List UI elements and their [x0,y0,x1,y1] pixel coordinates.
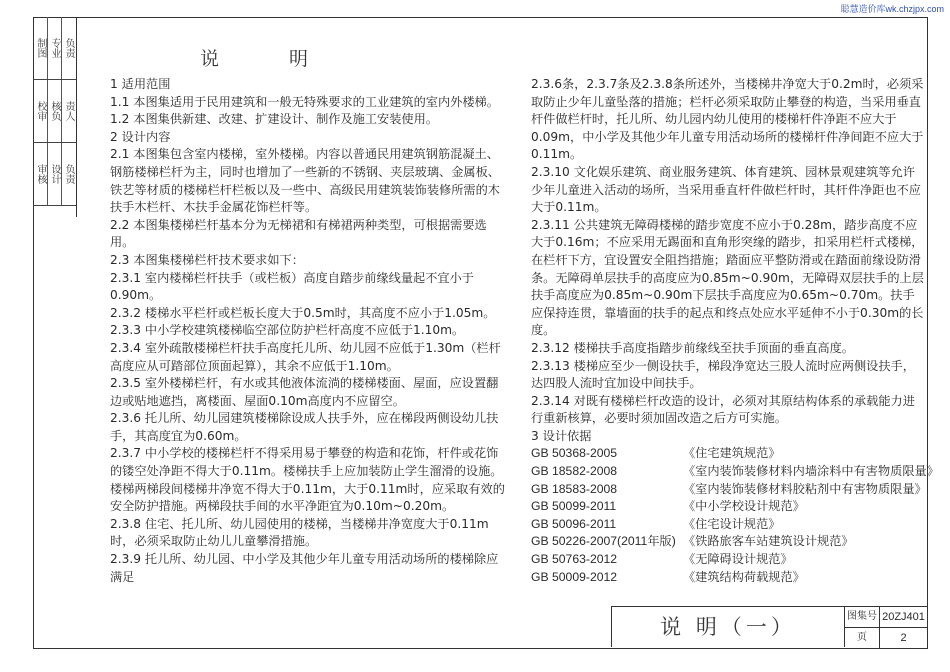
atlas-number: 20ZJ401 [882,611,925,623]
page-label: 页 [845,628,880,648]
clause-paragraph: 2.3.2 楼梯水平栏杆或栏板长度大于0.5m时，其高度不应小于1.05m。 [110,305,496,320]
strip-cell: 设计 [49,164,60,184]
strip-cell: 核负 [49,101,60,121]
clause-paragraph: 2.1 本图集包含室内楼梯，室外楼梯。内容以普通民用建筑钢筋混凝土、钢筋楼梯栏杆为主，同时也增加了一些新的不锈钢、夹层玻璃、金属板、铁艺等材质的楼梯栏杆栏板以及一些中、高级民用建筑装饰装修所需的木扶手木栏杆、木扶手金属花饰栏杆等。 [110,147,500,215]
clause-paragraph: 2.3.5 室外楼梯栏杆，有水或其他液体流淌的楼梯楼面、屋面，应设置翻边或贴地遮挡，离楼面、屋面0.10m高度内不应留空。 [110,376,499,408]
clause-paragraph: 2.3.6条，2.3.7条及2.3.8条所述外，当楼梯井净宽大于0.2m时，必须采取防止少年儿童坠落的措施；栏杆必须采取防止攀登的构造，当采用垂直杆件做栏杆时，托儿所、幼儿园内幼儿使用的楼梯杆件净距不应大于0.09m，中小学及其他少年儿童专用活动场所的楼梯杆件净间距不应大于0.11m。 [531,77,924,162]
standard-code: GB 50368-2005 [531,446,618,461]
clause-paragraph: 2.3.10 文化娱乐建筑、商业服务建筑、体育建筑、园林景观建筑等允许少年儿童进入活动的场所，当采用垂直杆件做栏杆时，其杆件净距也不应大于0.11m。 [531,164,921,215]
standard-row [531,463,939,481]
standard-code: GB 50763-2012 [531,552,618,567]
standard-code: GB 50226-2007(2011年版) [531,534,676,549]
clause-paragraph: 2.3.14 对既有楼梯栏杆改造的设计，必须对其原结构体系的承载能力进行重新核算，必要时须加固改造之后方可实施。 [531,393,915,426]
strip-row-2 [33,80,76,143]
standard-row [531,569,926,587]
clause-paragraph: 2.3.12 楼梯扶手高度指踏步前缘线至扶手顶面的垂直高度。 [531,340,854,355]
clause-paragraph: 2.3.3 中小学校建筑楼梯临空部位防护栏杆高度不应低于1.10m。 [110,323,465,338]
standard-name: 《建筑结构荷载规范》 [683,569,805,584]
clause-paragraph: 1.1 本图集适用于民用建筑和一般无特殊要求的工业建筑的室内外楼梯。 [110,94,499,109]
standard-name: 《室内装饰装修材料胶粘剂中有害物质限量》 [683,481,927,496]
clause-paragraph: 2.2 本图集楼梯栏杆基本分为无梯裙和有梯裙两种类型，可根据需要选用。 [110,217,487,250]
clause-paragraph: 2.3.11 公共建筑无障碍楼梯的踏步宽度不应小于0.28m，踏步高度不应大于0.16m；不应采用无踢面和直角形突缘的踏步，扣采用栏杆式楼梯，在栏杆下方，宜设置安全阻挡措施；踏面应平整防滑或在踏面前缘设防滑条。无障碍单层扶手的高度应为0.85m~0.90m，无障碍双层扶手的上层扶手高度应为0.85m~0.90m下层扶手高度应为0.65m~0.70m。扶手应保持连贯，靠墙面的扶手的起点和终点处应水平延伸不小于0.30m的长度。 [531,217,924,338]
section-heading: 3 设计依据 [531,428,592,443]
clause-paragraph: 2.3 本图集楼梯栏杆技术要求如下： [110,252,304,267]
standard-code: GB 50009-2012 [531,569,618,584]
strip-cell: 专业 [49,38,60,58]
standard-code: GB 50096-2011 [531,516,617,531]
standard-row [531,445,926,463]
section-heading: 2 设计内容 [110,129,171,144]
standard-row [531,481,926,499]
title-block [611,606,927,647]
standard-name: 《室内装饰装修材料内墙涂料中有害物质限量》 [683,464,939,479]
standard-row [531,533,926,551]
standard-row [531,516,926,534]
strip-cell: 负责 [63,164,74,184]
watermark-text: 聪慧造价库wk.chzjpx.com [840,4,944,14]
signature-strip [33,17,77,217]
standard-name: 《住宅建筑规范》 [683,446,781,461]
right-column [531,76,939,586]
clause-paragraph: 2.3.6 托儿所、幼儿园建筑楼梯除设成人扶手外，应在梯段两侧设幼儿扶手，其高度宜为0.60m。 [110,411,499,443]
left-column [110,76,510,586]
section-heading: 1 适用范围 [110,77,171,91]
standard-name: 《住宅设计规范》 [683,516,781,531]
clause-paragraph: 2.3.9 托儿所、幼儿园、中小学及其他少年儿童专用活动场所的楼梯除应满足 [110,552,499,584]
standards-list [531,445,939,586]
strip-row-3 [33,143,76,206]
standard-code: GB 18582-2008 [531,464,618,479]
page-title: 说明 [200,48,379,70]
strip-cell: 校审 [35,101,46,121]
clause-paragraph: 2.3.1 室内楼梯栏杆扶手（或栏板）高度自踏步前缘线量起不宜小于0.90m。 [110,270,474,303]
page-number: 2 [900,632,907,644]
strip-cell: 责人 [63,101,74,121]
clause-paragraph: 2.3.8 住宅、托儿所、幼儿园使用的楼梯，当楼梯井净宽度大于0.11m时，必须采取防止幼儿儿童攀滑措施。 [110,516,489,549]
standard-code: GB 18583-2008 [531,481,618,496]
standard-row [531,498,926,516]
clause-paragraph: 2.3.13 楼梯应至少一侧设扶手，梯段净宽达三股人流时应两侧设扶手，达四股人流时宜加设中间扶手。 [531,358,915,391]
standard-row [531,551,926,569]
atlas-number-label: 图集号 [845,607,880,627]
strip-cell: 制图 [35,38,46,58]
standard-name: 《中小学校设计规范》 [683,499,805,514]
clause-paragraph: 1.2 本图集供新建、改建、扩建设计、制作及施工安装使用。 [110,112,438,127]
clause-paragraph: 2.3.7 中小学校的楼梯栏杆不得采用易于攀登的构造和花饰，杆件或花饰的镂空处净距不得大于0.11m。楼梯扶手上应加装防止学生溜滑的设施。楼梯两梯段间楼梯井净宽不得大于0.11m，大于0.11m时，应采取有效的安全防护措施。两梯段扶手间的水平净距宜为0.10m~0.20m。 [110,446,505,514]
clause-paragraph: 2.3.4 室外疏散楼梯栏杆扶手高度托儿所、幼儿园不应低于1.30m（栏杆高度应从可踏部位顶面起算），其余不应低于1.10m。 [110,340,501,373]
sheet-title: 说 明（一） [612,607,845,647]
strip-row-1 [33,17,76,80]
strip-cell: 审核 [35,164,46,184]
standard-name: 《铁路旅客车站建筑设计规范》 [683,534,854,549]
strip-cell: 负责 [63,38,74,58]
standard-code: GB 50099-2011 [531,499,617,514]
standard-name: 《无障碍设计规范》 [683,552,793,567]
